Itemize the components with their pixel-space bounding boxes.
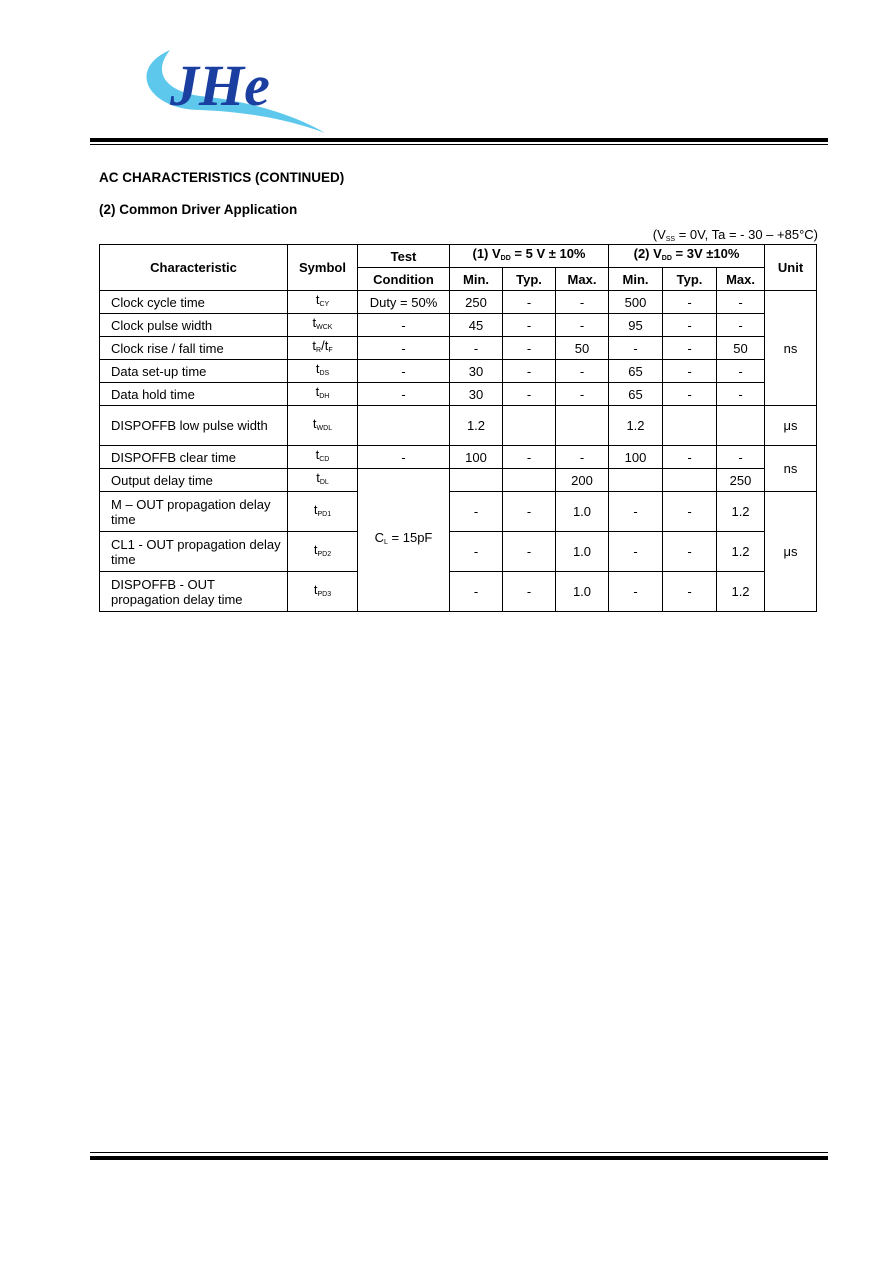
cell-characteristic: Output delay time xyxy=(100,469,288,492)
cell-min-3v: 500 xyxy=(609,291,663,314)
cell-min-3v: - xyxy=(609,337,663,360)
table-row xyxy=(100,446,817,469)
header-symbol: Symbol xyxy=(288,245,358,291)
cell-symbol: $t_{DS}$ xyxy=(288,360,358,383)
cell-max-3v: - xyxy=(717,383,765,406)
cell-min-3v: - xyxy=(609,572,663,612)
table-row xyxy=(100,406,817,446)
cell-condition-load: $C_L = 15pF$ xyxy=(358,469,450,612)
header-min-3v: Min. xyxy=(609,268,663,291)
cell-max-3v: 1.2 xyxy=(717,572,765,612)
cell-typ-3v: - xyxy=(663,291,717,314)
cell-characteristic: M – OUT propagation delay time xyxy=(100,492,288,532)
cell-typ-5v xyxy=(503,469,556,492)
cell-min-3v: 65 xyxy=(609,383,663,406)
cell-min-3v: - xyxy=(609,492,663,532)
cell-typ-3v: - xyxy=(663,360,717,383)
cell-symbol: $t_{CY}$ xyxy=(288,291,358,314)
test-conditions: ($V_{SS} = 0V$, Ta = - 30 – +85°C) xyxy=(652,227,818,243)
logo-text: JHe xyxy=(170,53,270,118)
cell-typ-3v: - xyxy=(663,383,717,406)
cell-typ-3v: - xyxy=(663,314,717,337)
header-rule xyxy=(90,138,828,142)
cell-condition: Duty = 50% xyxy=(358,291,450,314)
cell-condition: - xyxy=(358,446,450,469)
cell-max-5v: 200 xyxy=(556,469,609,492)
cell-typ-3v: - xyxy=(663,446,717,469)
cell-min-5v: - xyxy=(450,337,503,360)
footer-rule-thin xyxy=(90,1152,828,1153)
cell-max-5v: - xyxy=(556,314,609,337)
cell-symbol: $t_{DL}$ xyxy=(288,469,358,492)
company-logo xyxy=(140,40,340,140)
header-characteristic: Characteristic xyxy=(100,245,288,291)
cell-typ-3v xyxy=(663,406,717,446)
header-group-5v: (1) $V_{DD} = 5$ V ± 10% xyxy=(450,245,609,268)
table-row xyxy=(100,291,817,314)
table-row xyxy=(100,572,817,612)
cell-condition: - xyxy=(358,360,450,383)
cell-typ-3v: - xyxy=(663,337,717,360)
cell-symbol: $t_{WCK}$ xyxy=(288,314,358,337)
cell-typ-5v: - xyxy=(503,291,556,314)
cell-characteristic: DISPOFFB - OUT propagation delay time xyxy=(100,572,288,612)
cell-min-5v xyxy=(450,469,503,492)
cell-typ-5v: - xyxy=(503,532,556,572)
cell-max-5v: - xyxy=(556,360,609,383)
cell-min-3v xyxy=(609,469,663,492)
header-typ-3v: Typ. xyxy=(663,268,717,291)
cell-min-5v: 100 xyxy=(450,446,503,469)
cell-unit: μs xyxy=(765,406,817,446)
cell-max-3v: - xyxy=(717,446,765,469)
cell-min-3v: 100 xyxy=(609,446,663,469)
cell-condition: - xyxy=(358,314,450,337)
header-rule-thin xyxy=(90,144,828,145)
cell-typ-3v: - xyxy=(663,572,717,612)
cell-typ-5v: - xyxy=(503,360,556,383)
cell-min-5v: 30 xyxy=(450,383,503,406)
cell-min-3v: 65 xyxy=(609,360,663,383)
ac-characteristics-table xyxy=(99,244,817,612)
cell-min-3v: 1.2 xyxy=(609,406,663,446)
cell-max-5v xyxy=(556,406,609,446)
cell-min-5v: - xyxy=(450,532,503,572)
cell-condition: - xyxy=(358,383,450,406)
cell-min-3v: 95 xyxy=(609,314,663,337)
cell-max-5v: 50 xyxy=(556,337,609,360)
cell-unit: ns xyxy=(765,446,817,492)
cell-symbol: $t_{CD}$ xyxy=(288,446,358,469)
cell-min-3v: - xyxy=(609,532,663,572)
cell-characteristic: DISPOFFB low pulse width xyxy=(100,406,288,446)
cell-max-5v: 1.0 xyxy=(556,532,609,572)
header-typ-5v: Typ. xyxy=(503,268,556,291)
cell-typ-5v xyxy=(503,406,556,446)
cell-min-5v: - xyxy=(450,572,503,612)
cell-min-5v: 45 xyxy=(450,314,503,337)
cell-symbol: $t_{WDL}$ xyxy=(288,406,358,446)
section-title: AC CHARACTERISTICS (CONTINUED) xyxy=(99,170,345,185)
table-row xyxy=(100,383,817,406)
cell-characteristic: Clock cycle time xyxy=(100,291,288,314)
cell-max-5v: - xyxy=(556,446,609,469)
cell-characteristic: Data hold time xyxy=(100,383,288,406)
cell-max-3v: - xyxy=(717,291,765,314)
cell-unit: ns xyxy=(765,291,817,406)
cell-characteristic: DISPOFFB clear time xyxy=(100,446,288,469)
cell-symbol: $t_{PD1}$ xyxy=(288,492,358,532)
table-row xyxy=(100,492,817,532)
header-max-5v: Max. xyxy=(556,268,609,291)
cell-max-5v: - xyxy=(556,383,609,406)
cell-min-5v: 30 xyxy=(450,360,503,383)
header-max-3v: Max. xyxy=(717,268,765,291)
section-subtitle: (2) Common Driver Application xyxy=(99,202,298,217)
cell-typ-5v: - xyxy=(503,314,556,337)
cell-typ-5v: - xyxy=(503,337,556,360)
cell-max-3v: 1.2 xyxy=(717,492,765,532)
cell-max-3v: - xyxy=(717,314,765,337)
cell-symbol: $t_{DH}$ xyxy=(288,383,358,406)
cell-typ-5v: - xyxy=(503,383,556,406)
table-row xyxy=(100,337,817,360)
cell-min-5v: - xyxy=(450,492,503,532)
cell-unit: μs xyxy=(765,492,817,612)
cell-typ-3v xyxy=(663,469,717,492)
table-row xyxy=(100,532,817,572)
cell-characteristic: Clock rise / fall time xyxy=(100,337,288,360)
cell-condition xyxy=(358,406,450,446)
cell-typ-5v: - xyxy=(503,492,556,532)
header-test: Test xyxy=(358,245,450,268)
cell-max-5v: - xyxy=(556,291,609,314)
cell-max-3v: 250 xyxy=(717,469,765,492)
header-group-3v: (2) $V_{DD} = 3V \pm 10\%$ xyxy=(609,245,765,268)
cell-condition: - xyxy=(358,337,450,360)
cell-characteristic: Clock pulse width xyxy=(100,314,288,337)
cell-typ-3v: - xyxy=(663,532,717,572)
cell-min-5v: 1.2 xyxy=(450,406,503,446)
cell-typ-5v: - xyxy=(503,572,556,612)
header-unit: Unit xyxy=(765,245,817,291)
table-row xyxy=(100,469,817,492)
table-row xyxy=(100,314,817,337)
cell-typ-5v: - xyxy=(503,446,556,469)
cell-characteristic: CL1 - OUT propagation delay time xyxy=(100,532,288,572)
cell-characteristic: Data set-up time xyxy=(100,360,288,383)
cell-symbol: $t_R/t_F$ xyxy=(288,337,358,360)
cell-symbol: $t_{PD2}$ xyxy=(288,532,358,572)
cell-min-5v: 250 xyxy=(450,291,503,314)
cell-max-5v: 1.0 xyxy=(556,572,609,612)
cell-max-3v: 1.2 xyxy=(717,532,765,572)
table-row xyxy=(100,360,817,383)
header-condition: Condition xyxy=(358,268,450,291)
cell-max-3v xyxy=(717,406,765,446)
header-min-5v: Min. xyxy=(450,268,503,291)
footer-rule xyxy=(90,1156,828,1160)
cell-max-5v: 1.0 xyxy=(556,492,609,532)
cell-max-3v: 50 xyxy=(717,337,765,360)
cell-max-3v: - xyxy=(717,360,765,383)
cell-symbol: $t_{PD3}$ xyxy=(288,572,358,612)
cell-typ-3v: - xyxy=(663,492,717,532)
